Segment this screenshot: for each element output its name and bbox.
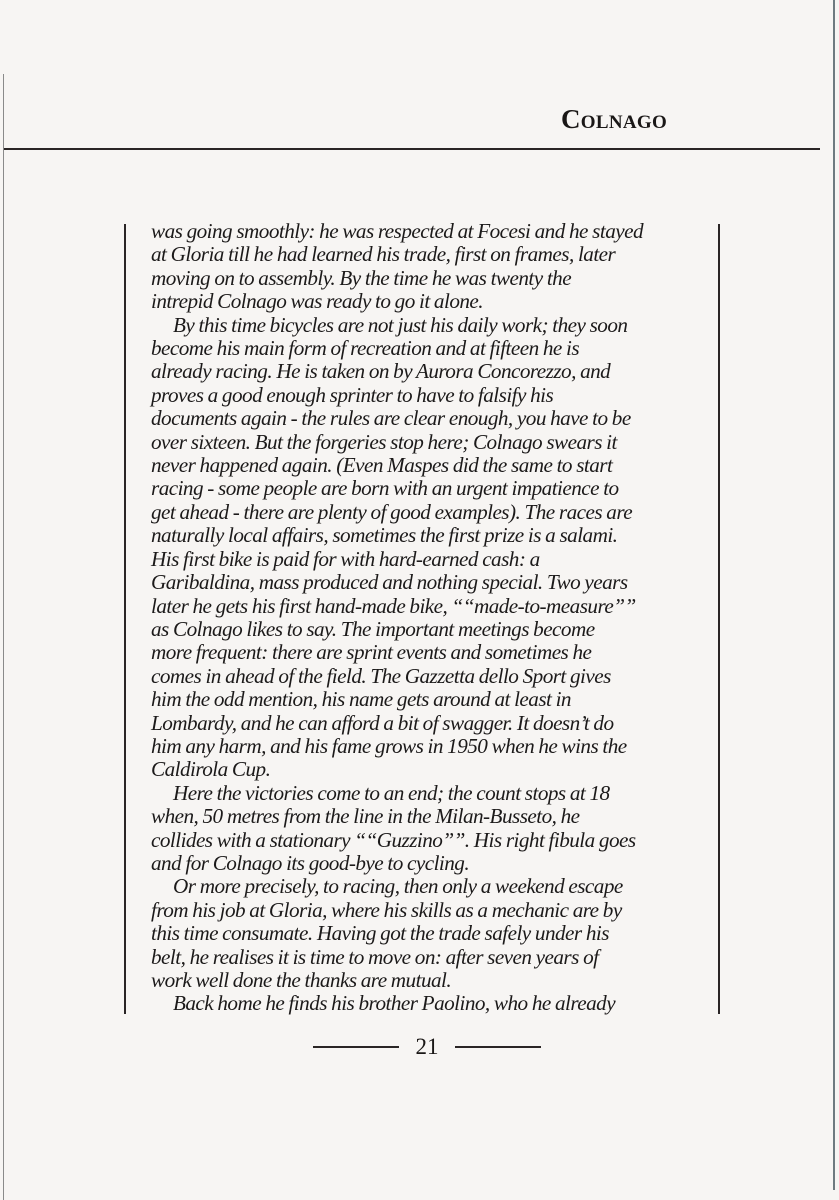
text-line: get ahead - there are plenty of good examples). The races are <box>151 499 633 524</box>
text-line: collides with a stationary ““Guzzino””. His right fibula goes <box>151 827 636 852</box>
text-line: intrepid Colnago was ready to go it alone. <box>151 289 484 314</box>
text-line: this time consumate. Having got the trade safely under his <box>151 921 609 946</box>
text-line: Caldirola Cup. <box>151 757 271 782</box>
text-line: His first bike is paid for with hard-earned cash: a <box>151 546 540 571</box>
text-line: when, 50 metres from the line in the Milan-Busseto, he <box>151 804 580 829</box>
body-text <box>151 220 713 1016</box>
paragraph-first-line: Or more precisely, to racing, then only a weekend escape <box>173 874 623 899</box>
page-folio <box>313 1034 541 1060</box>
text-line: documents again - the rules are clear enough, you have to be <box>151 406 631 431</box>
running-head-title: Colnago <box>561 104 668 134</box>
column-rule-left <box>124 224 126 1014</box>
page-edge-left <box>3 74 4 1200</box>
text-line: work well done the thanks are mutual. <box>151 968 452 992</box>
text-line: never happened again. (Even Maspes did the same to start <box>151 453 613 478</box>
text-line: later he gets his first hand-made bike, ““made-to-measure”” <box>151 593 636 618</box>
text-line: as Colnago likes to say. The important meetings become <box>151 616 595 641</box>
text-line: belt, he realises it is time to move on: after seven years of <box>151 944 599 969</box>
text-line: Lombardy, and he can afford a bit of swagger. It doesn’t do <box>151 710 614 735</box>
text-line: from his job at Gloria, where his skills as a mechanic are by <box>151 897 622 922</box>
text-line: comes in ahead of the field. The Gazzetta dello Sport gives <box>151 663 611 688</box>
column-rule-right <box>718 224 720 1014</box>
page-number: 21 <box>415 1034 439 1059</box>
text-line: over sixteen. But the forgeries stop here; Colnago swears it <box>151 429 617 454</box>
text-line: naturally local affairs, sometimes the first prize is a salami. <box>151 523 618 548</box>
text-line: more frequent: there are sprint events and sometimes he <box>151 640 592 665</box>
text-line: Garibaldina, mass produced and nothing special. Two years <box>151 570 628 595</box>
paragraph-first-line: By this time bicycles are not just his daily work; they soon <box>173 312 628 337</box>
text-line: racing - some people are born with an urgent impatience to <box>151 476 619 501</box>
text-line: him any harm, and his fame grows in 1950 when he wins the <box>151 733 627 758</box>
paragraph-first-line: Back home he finds his brother Paolino, who he already <box>173 991 616 1016</box>
text-line: moving on to assembly. By the time he was twenty the <box>151 265 572 290</box>
folio-rule-right <box>455 1046 541 1048</box>
folio-rule-left <box>313 1046 399 1048</box>
text-line: at Gloria till he had learned his trade, first on frames, later <box>151 242 616 267</box>
text-line: already racing. He is taken on by Aurora Concorezzo, and <box>151 359 611 384</box>
paragraph-first-line: Here the victories come to an end; the count stops at 18 <box>173 780 610 805</box>
text-line: become his main form of recreation and at fifteen he is <box>151 336 580 361</box>
text-line: proves a good enough sprinter to have to falsify his <box>151 382 554 407</box>
text-line: was going smoothly: he was respected at Focesi and he stayed <box>151 219 643 243</box>
header-rule <box>4 148 820 150</box>
text-line: and for Colnago its good-bye to cycling. <box>151 850 470 875</box>
page-edge-right <box>833 0 835 1190</box>
text-line: him the odd mention, his name gets around at least in <box>151 687 571 712</box>
